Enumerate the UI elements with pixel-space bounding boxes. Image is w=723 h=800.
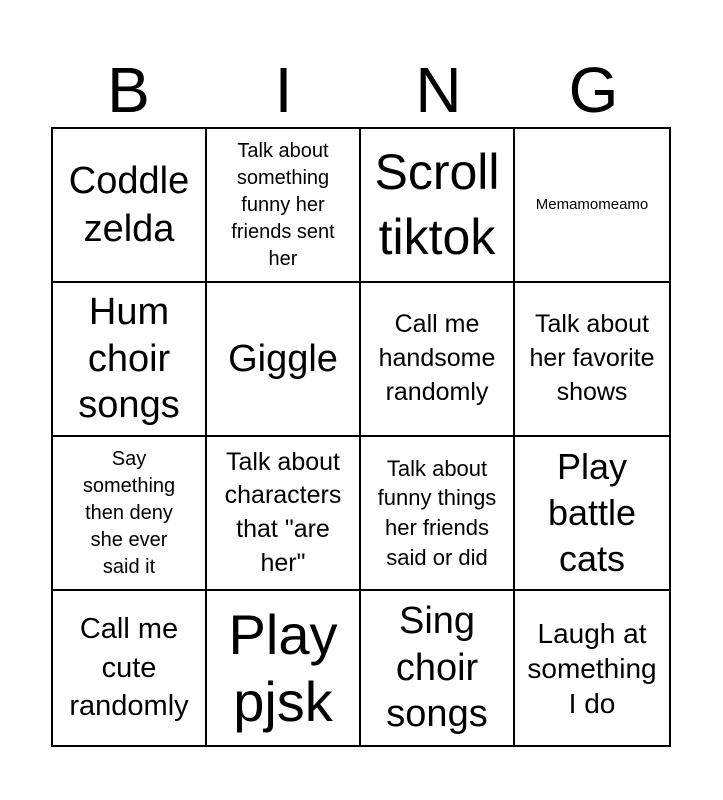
bingo-header (51, 52, 671, 128)
bingo-cell-6[interactable] (207, 283, 361, 437)
bingo-cell-12[interactable] (515, 437, 669, 591)
bingo-cell-3[interactable] (361, 129, 515, 283)
cell-text: Laugh at something I do (527, 617, 657, 719)
cell-text: Coddle zelda (68, 159, 190, 250)
bingo-cell-4[interactable] (515, 129, 669, 283)
cell-text: Talk about characters that "are her" (224, 447, 342, 577)
header-letter-n: N (415, 54, 462, 126)
cell-text: Call me handsome randomly (378, 310, 496, 406)
bingo-cell-9[interactable] (53, 437, 207, 591)
cell-text: Talk about funny things her friends said or did (377, 455, 497, 570)
bingo-cell-8[interactable] (515, 283, 669, 437)
bingo-cell-2[interactable] (207, 129, 361, 283)
cell-text: Giggle (228, 337, 338, 380)
bingo-cell-5[interactable] (53, 283, 207, 437)
header-letter-g: G (568, 54, 619, 126)
cell-text: Memamomeamo (535, 196, 649, 214)
cell-text: Play pjsk (228, 602, 338, 733)
cell-text: Scroll tiktok (374, 144, 500, 265)
bingo-cell-14[interactable] (207, 591, 361, 745)
header-letter-b: B (107, 54, 150, 126)
bingo-cell-13[interactable] (53, 591, 207, 745)
cell-text: Talk about something funny her friends sent her (231, 139, 335, 270)
bingo-cell-16[interactable] (515, 591, 669, 745)
bingo-cell-11[interactable] (361, 437, 515, 591)
cell-text: Say something then deny she ever said it (82, 447, 176, 578)
bingo-cell-15[interactable] (361, 591, 515, 745)
header-letter-i: I (274, 54, 293, 126)
cell-text: Talk about her favorite shows (529, 310, 655, 406)
bingo-cell-7[interactable] (361, 283, 515, 437)
cell-text: Sing choir songs (386, 600, 488, 736)
bingo-cell-10[interactable] (207, 437, 361, 591)
cell-text: Call me cute randomly (69, 613, 189, 723)
bingo-cell-1[interactable] (53, 129, 207, 283)
bingo-board (51, 127, 671, 747)
cell-text: Hum choir songs (78, 291, 180, 427)
cell-text: Play battle cats (547, 446, 637, 579)
